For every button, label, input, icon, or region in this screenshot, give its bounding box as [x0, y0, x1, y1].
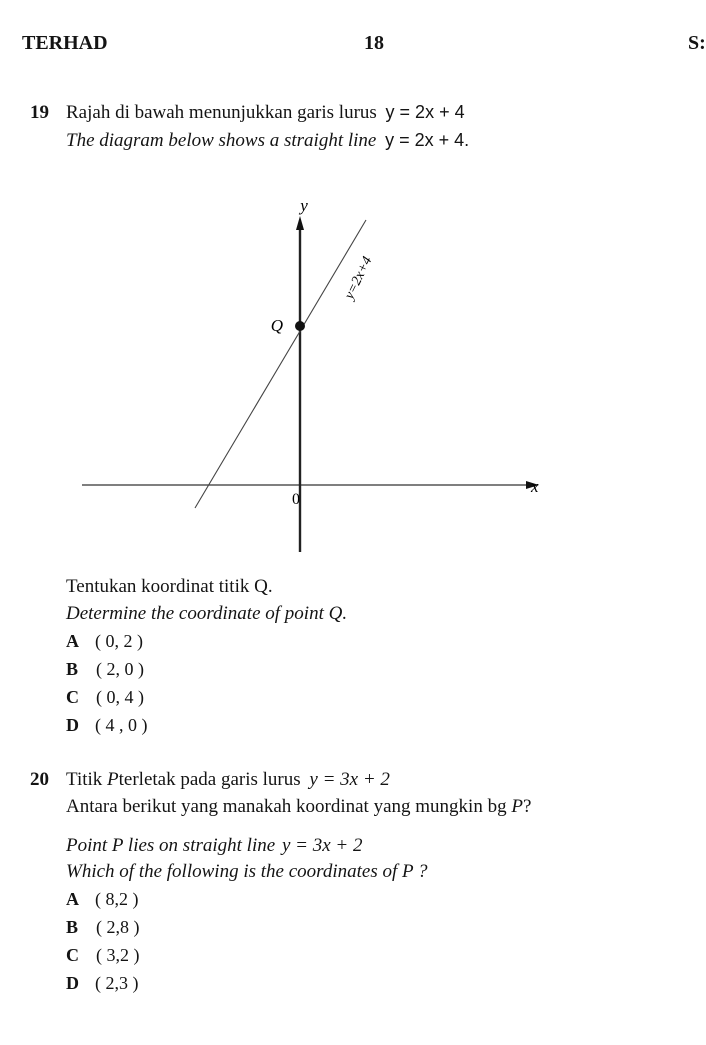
q20-malay-equation: y = 3x + 2 — [309, 769, 390, 790]
q20-option-d[interactable] — [66, 973, 139, 994]
q19-option-a-value: ( 0, 2 ) — [95, 631, 143, 651]
q20-malay-line2 — [66, 796, 531, 818]
q20-malay-var-p: P — [107, 769, 119, 790]
q19-prompt-malay: Tentukan koordinat titik Q. — [66, 576, 273, 597]
line-equation-label: y=2x+4 — [342, 254, 376, 302]
q20-option-c-letter: C — [66, 945, 79, 965]
q19-option-a-letter: A — [66, 631, 79, 651]
point-q-label: Q — [270, 316, 283, 335]
q19-diagram — [0, 180, 702, 570]
line-y-2x-plus-4 — [195, 220, 366, 508]
q19-option-b-value: ( 2, 0 ) — [96, 659, 145, 679]
point-q-marker — [295, 321, 305, 331]
q20-option-a-value: ( 8,2 ) — [95, 889, 139, 909]
q20-option-b-value: ( 2,8 ) — [96, 917, 140, 937]
q20-english-equation: y = 3x + 2 — [281, 835, 363, 856]
page-number: 18 — [364, 32, 384, 54]
q20-english-text: Point P lies on straight line — [66, 835, 276, 856]
q19-option-b[interactable] — [66, 659, 144, 680]
header-classification: TERHAD — [22, 32, 108, 54]
q19-english-stem — [66, 130, 469, 152]
q20-option-c[interactable] — [66, 945, 140, 966]
question-number-20: 20 — [30, 769, 49, 790]
origin-label: 0 — [292, 491, 300, 508]
q20-option-c-value: ( 3,2 ) — [96, 945, 140, 965]
header-right-code: S: — [688, 32, 706, 54]
q20-option-a[interactable] — [66, 889, 139, 910]
q19-english-equation: y = 2x + 4. — [385, 130, 470, 150]
q20-malay-line2-end: ? — [522, 796, 532, 817]
q20-option-d-value: ( 2,3 ) — [95, 973, 139, 993]
q19-english-text: The diagram below shows a straight line — [66, 130, 377, 151]
q19-malay-stem — [66, 102, 465, 124]
q19-prompt-english: Determine the coordinate of point Q. — [66, 603, 348, 624]
q19-option-a[interactable] — [66, 631, 143, 652]
q20-option-d-letter: D — [66, 973, 79, 993]
q19-option-d[interactable] — [66, 715, 148, 736]
q19-option-b-letter: B — [66, 659, 79, 679]
x-axis-label: x — [531, 477, 539, 496]
q19-option-c-value: ( 0, 4 ) — [96, 687, 144, 707]
question-number-19: 19 — [30, 102, 49, 123]
q19-option-c[interactable] — [66, 687, 144, 708]
y-axis-arrow-icon — [296, 216, 304, 230]
q19-option-d-letter: D — [66, 715, 79, 735]
q20-malay-line1 — [66, 769, 390, 791]
q20-option-b-letter: B — [66, 917, 79, 937]
q20-option-a-letter: A — [66, 889, 79, 909]
q19-option-d-value: ( 4 , 0 ) — [95, 715, 148, 735]
q20-english-line1 — [66, 835, 362, 857]
q20-malay-post: terletak pada garis lurus — [118, 769, 301, 790]
q20-option-b[interactable] — [66, 917, 140, 938]
q20-english-line2: Which of the following is the coordinates of P ? — [66, 861, 428, 882]
q19-malay-text: Rajah di bawah menunjukkan garis lurus — [66, 102, 377, 123]
q19-option-c-letter: C — [66, 687, 79, 707]
y-axis-label: y — [300, 196, 308, 215]
q20-malay-line2-text: Antara berikut yang manakah koordinat yang mungkin bg — [66, 796, 507, 817]
q20-malay-line2-var: P — [511, 796, 523, 817]
q19-malay-equation: y = 2x + 4 — [385, 102, 465, 122]
q20-malay-pre: Titik — [66, 769, 103, 790]
